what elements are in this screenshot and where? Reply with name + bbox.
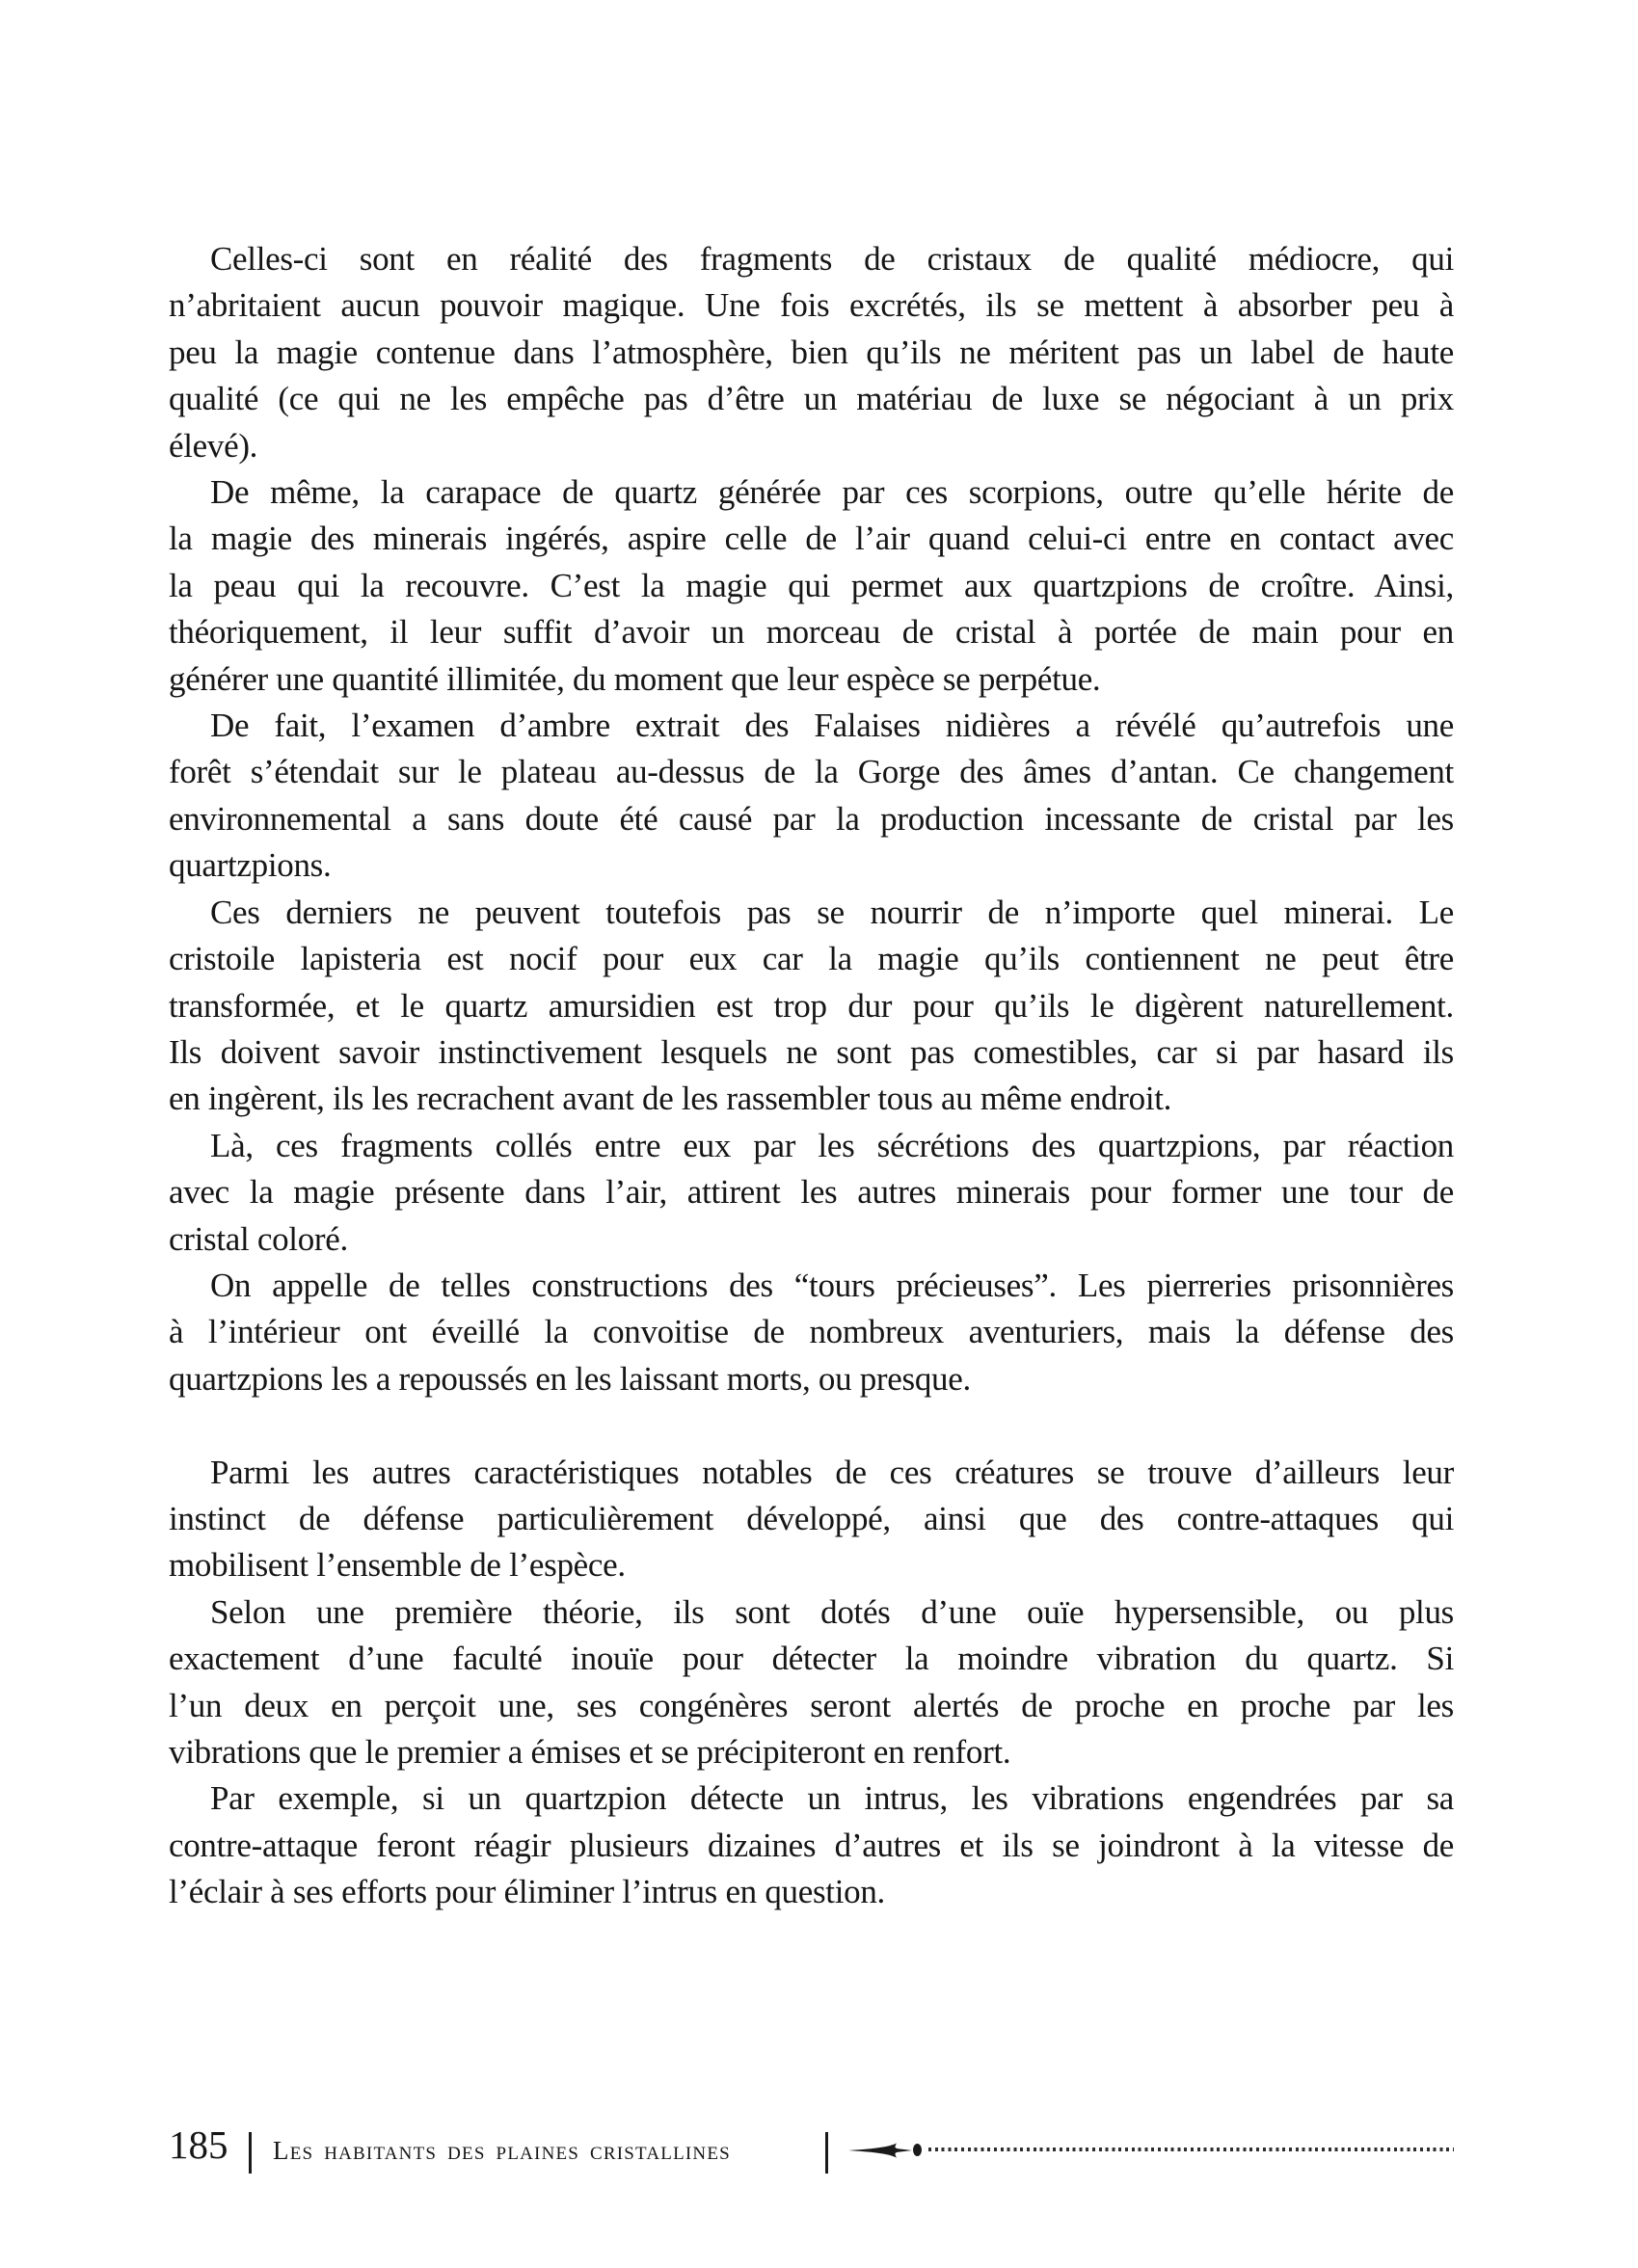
text-line: Là, ces fragments collés entre eux par les sécrétions des quartzpions, par réaction xyxy=(210,1126,1454,1164)
text-line: cristoile lapisteria est nocif pour eux car la magie qu’ils contiennent ne peut être xyxy=(169,940,1454,978)
text-line: mobilisent l’ensemble de l’espèce. xyxy=(169,1546,626,1585)
text-line: vibrations que le premier a émises et se précipiteront en renfort. xyxy=(169,1732,1011,1771)
text-line: la peau qui la recouvre. C’est la magie qui permet aux quartzpions de croître. Ainsi, xyxy=(169,566,1454,604)
text-line: la magie des minerais ingérés, aspire celle de l’air quand celui-ci entre en contact avec xyxy=(169,520,1454,558)
paragraph xyxy=(169,236,1454,469)
dot-ornament-icon xyxy=(913,2144,922,2156)
text-line: générer une quantité illimitée, du moment que leur espèce se perpétue. xyxy=(169,659,1101,698)
text-line: transformée, et le quartz amursidien est trop dur pour qu’ils le digèrent naturellement. xyxy=(169,986,1454,1025)
text-line: On appelle de telles constructions des “tours précieuses”. Les pierreries prisonnières xyxy=(210,1266,1454,1304)
text-line: contre-attaque feront réagir plusieurs dizaines d’autres et ils se joindront à la vitesse de xyxy=(169,1826,1454,1864)
text-line: avec la magie présente dans l’air, attirent les autres minerais pour former une tour de xyxy=(169,1173,1454,1212)
text-line: peu la magie contenue dans l’atmosphère, bien qu’ils ne méritent pas un label de haute xyxy=(169,333,1454,371)
separator-bar xyxy=(249,2132,252,2174)
text-line: qualité (ce qui ne les empêche pas d’être un matériau de luxe se négociant à un prix xyxy=(169,380,1454,418)
text-line: n’abritaient aucun pouvoir magique. Une fois excrétés, ils se mettent à absorber peu à xyxy=(169,286,1454,325)
page-body-text xyxy=(169,236,1454,1916)
separator-bar xyxy=(825,2132,828,2174)
text-line: De fait, l’examen d’ambre extrait des Falaises nidières a révélé qu’autrefois une xyxy=(210,707,1454,745)
text-line: en ingèrent, ils les recrachent avant de les rassembler tous au même endroit. xyxy=(169,1080,1172,1118)
paragraph xyxy=(169,890,1454,1123)
paragraph xyxy=(169,1263,1454,1402)
text-line: environnemental a sans doute été causé par la production incessante de cristal par les xyxy=(169,799,1454,838)
paragraph xyxy=(169,1123,1454,1263)
text-line: instinct de défense particulièrement développé, ainsi que des contre-attaques qui xyxy=(169,1499,1454,1537)
text-line: quartzpions. xyxy=(169,846,332,885)
text-line: Parmi les autres caractéristiques notables de ces créatures se trouve d’ailleurs leur xyxy=(210,1453,1454,1491)
running-title: Les habitants des plaines cristallines xyxy=(273,2136,731,2165)
page-number: 185 xyxy=(169,2122,228,2167)
text-line: forêt s’étendait sur le plateau au-dessus de la Gorge des âmes d’antan. Ce changement xyxy=(169,753,1454,791)
paragraph xyxy=(169,469,1454,703)
text-line: Ils doivent savoir instinctivement lesquels ne sont pas comestibles, car si par hasard ils xyxy=(169,1032,1454,1071)
text-line: à l’intérieur ont éveillé la convoitise de nombreux aventuriers, mais la défense des xyxy=(169,1313,1454,1351)
dotted-rule-icon xyxy=(928,2148,1454,2151)
text-line: cristal coloré. xyxy=(169,1219,348,1258)
text-line: De même, la carapace de quartz générée par ces scorpions, outre qu’elle hérite de xyxy=(210,473,1454,512)
text-line: Selon une première théorie, ils sont dotés d’une ouïe hypersensible, ou plus xyxy=(210,1592,1454,1631)
text-line: théoriquement, il leur suffit d’avoir un morceau de cristal à portée de main pour en xyxy=(169,613,1454,652)
paragraph xyxy=(169,1589,1454,1776)
paragraph xyxy=(169,1775,1454,1915)
text-line: élevé). xyxy=(169,426,258,465)
text-line: quartzpions les a repoussés en les laissant morts, ou presque. xyxy=(169,1359,971,1398)
text-line: l’un deux en perçoit une, ses congénères seront alertés de proche en proche par les xyxy=(169,1686,1454,1724)
text-line: l’éclair à ses efforts pour éliminer l’intrus en question. xyxy=(169,1873,885,1911)
text-line: Celles-ci sont en réalité des fragments de cristaux de qualité médiocre, qui xyxy=(210,240,1454,278)
paragraph xyxy=(169,703,1454,890)
text-line: Par exemple, si un quartzpion détecte un intrus, les vibrations engendrées par sa xyxy=(210,1779,1454,1818)
paragraph xyxy=(169,1450,1454,1589)
arrow-ornament-icon xyxy=(848,2142,912,2159)
text-line: exactement d’une faculté inouïe pour détecter la moindre vibration du quartz. Si xyxy=(169,1640,1454,1678)
text-line: Ces derniers ne peuvent toutefois pas se nourrir de n’importe quel minerai. Le xyxy=(210,893,1454,931)
